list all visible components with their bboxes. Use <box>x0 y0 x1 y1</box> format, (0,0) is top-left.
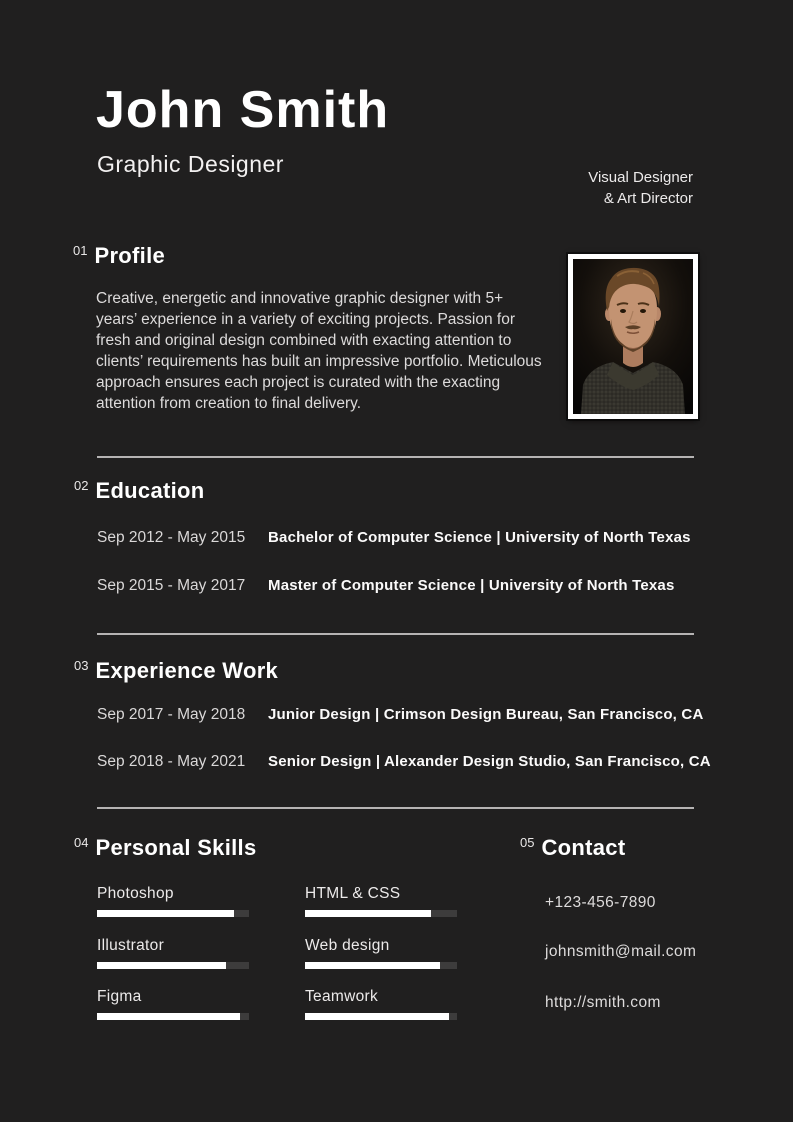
education-dates: Sep 2012 - May 2015 <box>97 529 246 546</box>
skill-label: Web design <box>305 937 390 954</box>
skill-item <box>305 885 457 917</box>
education-section-heading <box>74 478 205 504</box>
section-title: Education <box>95 478 205 503</box>
education-detail: Master of Computer Science | University of North Texas <box>268 577 675 594</box>
contact-phone: +123-456-7890 <box>545 894 656 911</box>
experience-detail: Junior Design | Crimson Design Bureau, San Francisco, CA <box>268 706 704 723</box>
education-row <box>97 529 691 547</box>
section-title: Experience Work <box>95 658 279 683</box>
skill-bar <box>97 910 249 917</box>
contact-section-heading <box>520 835 625 861</box>
skill-item <box>97 988 249 1020</box>
skill-label: Teamwork <box>305 988 379 1005</box>
section-title: Profile <box>94 243 166 268</box>
portrait-photo <box>568 254 698 419</box>
profile-section-heading <box>73 243 165 269</box>
experience-dates: Sep 2018 - May 2021 <box>97 753 246 770</box>
skill-bar-fill <box>97 962 226 969</box>
section-number: 04 <box>74 835 89 850</box>
skill-item <box>97 937 249 969</box>
tagline <box>588 167 693 209</box>
education-row <box>97 577 674 595</box>
divider <box>97 456 694 458</box>
tagline-line-1: Visual Designer <box>588 169 693 186</box>
skill-item <box>305 988 457 1020</box>
skill-bar <box>305 1013 457 1020</box>
divider <box>97 633 694 635</box>
skill-bar-fill <box>97 910 234 917</box>
skill-bar <box>97 1013 249 1020</box>
skills-section-heading <box>74 835 257 861</box>
profile-paragraph: Creative, energetic and innovative graphic designer with 5+ years’ experience in a variety of exciting projects. Passion for fresh and original design combined with exacting attention to clients’ requirements has built an impressive portfolio. Meticulous approach ensures each project is curated with the exacting attention from creation to final delivery. <box>96 290 542 412</box>
section-number: 01 <box>73 243 88 258</box>
skill-bar-fill <box>305 910 431 917</box>
name-heading: John Smith <box>96 81 390 139</box>
skill-label: Illustrator <box>97 937 165 954</box>
experience-section-heading <box>74 658 278 684</box>
portrait-illustration <box>573 259 693 414</box>
skill-bar <box>305 962 457 969</box>
section-number: 03 <box>74 658 89 673</box>
section-number: 02 <box>74 478 89 493</box>
tagline-line-2: & Art Director <box>603 190 693 207</box>
experience-row <box>97 753 711 771</box>
skill-item <box>97 885 249 917</box>
skill-bar-fill <box>305 962 440 969</box>
skill-label: HTML & CSS <box>305 885 401 902</box>
skill-label: Figma <box>97 988 142 1005</box>
education-dates: Sep 2015 - May 2017 <box>97 577 246 594</box>
divider <box>97 807 694 809</box>
skill-label: Photoshop <box>97 885 174 902</box>
section-title: Contact <box>541 835 626 860</box>
skill-bar-fill <box>305 1013 449 1020</box>
skill-bar <box>305 910 457 917</box>
skill-bar-fill <box>97 1013 240 1020</box>
experience-detail: Senior Design | Alexander Design Studio, San Francisco, CA <box>268 753 711 770</box>
experience-dates: Sep 2017 - May 2018 <box>97 706 246 723</box>
education-detail: Bachelor of Computer Science | University of North Texas <box>268 529 691 546</box>
contact-website[interactable]: http://smith.com <box>545 994 661 1011</box>
experience-row <box>97 706 704 724</box>
section-title: Personal Skills <box>95 835 257 860</box>
contact-email[interactable]: johnsmith@mail.com <box>545 943 697 960</box>
skill-bar <box>97 962 249 969</box>
section-number: 05 <box>520 835 535 850</box>
job-title: Graphic Designer <box>97 151 284 177</box>
skill-item <box>305 937 457 969</box>
